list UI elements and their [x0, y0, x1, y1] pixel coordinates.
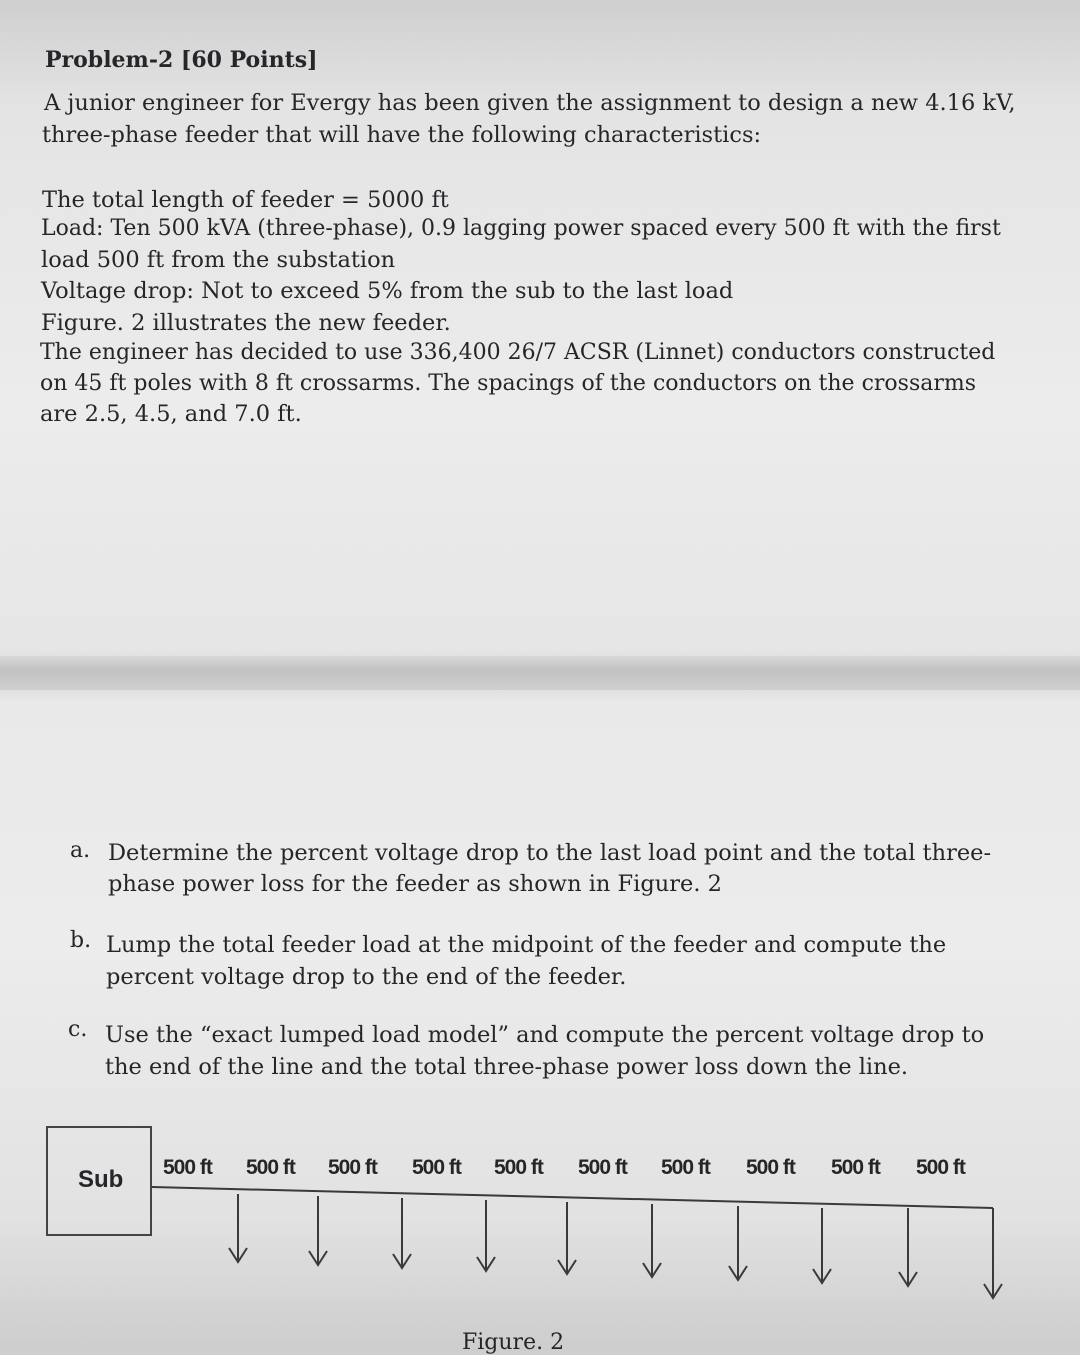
segment-label: 500 ft [661, 1156, 710, 1179]
segment-label: 500 ft [578, 1156, 627, 1179]
question-a-line-2: phase power loss for the feeder as shown in Figure. 2 [108, 871, 722, 897]
problem-title: Problem-2 [60 Points] [45, 47, 318, 73]
question-b-label: b. [70, 928, 92, 953]
load-arrow-icon [477, 1200, 495, 1271]
question-c-line-2: the end of the line and the total three-phase power loss down the line. [105, 1054, 909, 1080]
char-line-1: The total length of feeder = 5000 ft [42, 187, 449, 213]
question-b-line-1: Lump the total feeder load at the midpoint of the feeder and compute the [106, 932, 947, 958]
question-a-label: a. [70, 838, 91, 863]
segment-label: 500 ft [746, 1156, 795, 1179]
question-a-line-1: Determine the percent voltage drop to the last load point and the total three- [108, 840, 992, 866]
figure-caption: Figure. 2 [462, 1330, 565, 1355]
segment-label: 500 ft [163, 1156, 212, 1179]
intro-line-1: A junior engineer for Evergy has been given the assignment to design a new 4.16 kV, [44, 90, 1016, 116]
load-arrow-icon [813, 1208, 831, 1283]
char-line-2: Load: Ten 500 kVA (three-phase), 0.9 lagging power spaced every 500 ft with the first [41, 216, 1001, 241]
char-line-7: on 45 ft poles with 8 ft crossarms. The spacings of the conductors on the crossarms [40, 371, 977, 396]
load-arrow-icon [899, 1208, 917, 1286]
feeder-line [152, 1187, 993, 1208]
load-arrow-icon [229, 1194, 247, 1262]
load-arrow-icon [558, 1202, 576, 1274]
segment-label: 500 ft [831, 1156, 880, 1179]
load-arrow-icon [309, 1196, 327, 1265]
load-arrow-icon [984, 1208, 1002, 1298]
segment-label: 500 ft [328, 1156, 377, 1179]
char-line-6: The engineer has decided to use 336,400 26/7 ACSR (Linnet) conductors constructed [40, 340, 996, 365]
char-line-4: Voltage drop: Not to exceed 5% from the sub to the last load [41, 278, 734, 304]
segment-label: 500 ft [246, 1156, 295, 1179]
segment-label: 500 ft [412, 1156, 461, 1179]
question-c-label: c. [68, 1017, 88, 1042]
segment-label: 500 ft [494, 1156, 543, 1179]
question-b-line-2: percent voltage drop to the end of the feeder. [106, 964, 627, 990]
load-arrow-icon [643, 1204, 661, 1277]
question-c-line-1: Use the “exact lumped load model” and compute the percent voltage drop to [105, 1022, 985, 1048]
char-line-8: are 2.5, 4.5, and 7.0 ft. [40, 401, 302, 427]
char-line-3: load 500 ft from the substation [41, 247, 396, 273]
load-arrow-icon [393, 1198, 411, 1268]
segment-label: 500 ft [916, 1156, 965, 1179]
intro-line-2: three-phase feeder that will have the following characteristics: [42, 122, 762, 148]
char-line-5: Figure. 2 illustrates the new feeder. [41, 310, 451, 336]
substation-label: Sub [78, 1166, 124, 1193]
load-arrow-icon [729, 1206, 747, 1280]
